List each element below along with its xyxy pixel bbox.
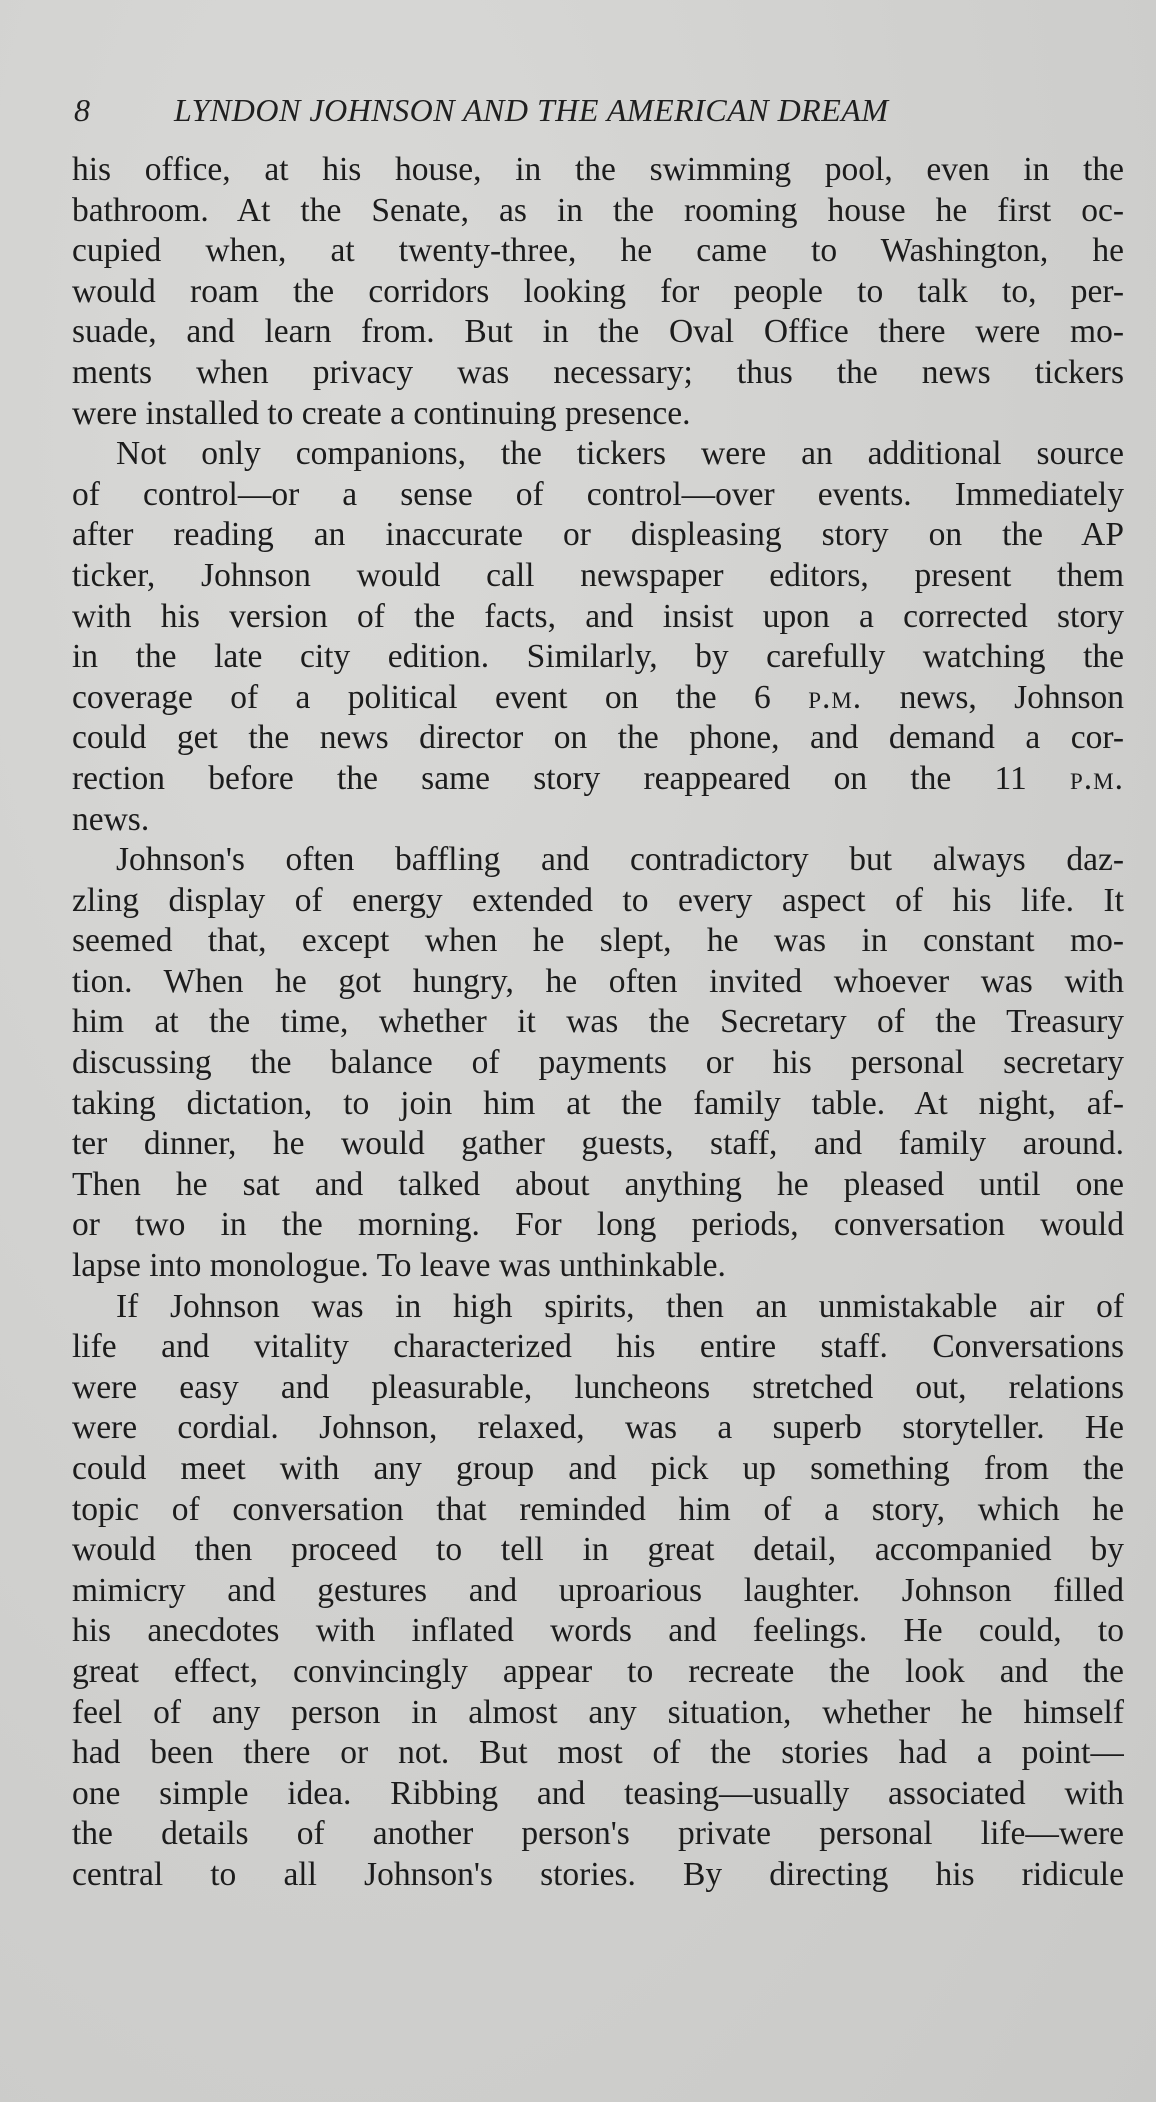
text-line: central to all Johnson's stories. By directing his ridicule <box>72 1855 1124 1893</box>
text-line: zling display of energy extended to every aspect of his life. It <box>72 881 1124 919</box>
paragraph <box>72 434 1124 840</box>
page-number: 8 <box>74 92 91 128</box>
text-line: were installed to create a continuing presence. <box>72 394 691 432</box>
text-line: would roam the corridors looking for people to talk to, per- <box>72 272 1124 310</box>
text-line: one simple idea. Ribbing and teasing—usually associated with <box>72 1774 1124 1812</box>
running-title: LYNDON JOHNSON AND THE AMERICAN DREAM <box>174 92 889 128</box>
text-line: suade, and learn from. But in the Oval Office there were mo- <box>72 313 1124 351</box>
text-line: were easy and pleasurable, luncheons stretched out, relations <box>72 1368 1124 1406</box>
text-line: mimicry and gestures and uproarious laughter. Johnson filled <box>72 1571 1124 1609</box>
paragraph <box>72 150 1124 434</box>
text-line: the details of another person's private personal life—were <box>72 1815 1124 1853</box>
paragraph <box>72 1287 1124 1896</box>
body-text <box>72 150 1124 1896</box>
paragraph <box>72 840 1124 1287</box>
text-line: bathroom. At the Senate, as in the rooming house he first oc- <box>72 191 1124 229</box>
text-line: ter dinner, he would gather guests, staff, and family around. <box>72 1125 1124 1163</box>
text-line: Not only companions, the tickers were an additional source <box>116 435 1124 473</box>
text-line: life and vitality characterized his entire staff. Conversations <box>72 1328 1124 1366</box>
text-line: discussing the balance of payments or his personal secretary <box>72 1044 1124 1082</box>
text-line: with his version of the facts, and insist upon a corrected story <box>72 597 1124 635</box>
text-line: topic of conversation that reminded him of a story, which he <box>72 1490 1124 1528</box>
text-line: would then proceed to tell in great detail, accompanied by <box>72 1531 1124 1569</box>
text-line: Then he sat and talked about anything he pleased until one <box>72 1165 1124 1203</box>
text-line: ticker, Johnson would call newspaper editors, present them <box>72 556 1124 594</box>
text-line: If Johnson was in high spirits, then an unmistakable air of <box>116 1287 1124 1325</box>
text-line: or two in the morning. For long periods, conversation would <box>72 1206 1124 1244</box>
text-line: his office, at his house, in the swimming pool, even in the <box>72 151 1124 188</box>
time-abbrev: p.m. <box>1070 759 1124 797</box>
text-line: him at the time, whether it was the Secretary of the Treasury <box>72 1003 1124 1041</box>
text-line: seemed that, except when he slept, he was in constant mo- <box>72 922 1124 960</box>
text-line: of control—or a sense of control—over events. Immediately <box>72 475 1124 513</box>
text-line: in the late city edition. Similarly, by carefully watching the <box>72 638 1124 676</box>
text-line: could meet with any group and pick up something from the <box>72 1450 1124 1487</box>
text-line: had been there or not. But most of the stories had a point— <box>72 1734 1124 1772</box>
text-line: could get the news director on the phone, and demand a cor- <box>72 719 1124 757</box>
text-line: Johnson's often baffling and contradictory but always daz- <box>116 841 1124 879</box>
text-line: coverage of a political event on the 6 p.m. news, Johnson <box>72 678 1124 716</box>
text-line: news. <box>72 800 150 838</box>
text-line: great effect, convincingly appear to recreate the look and the <box>72 1652 1124 1690</box>
text-line: tion. When he got hungry, he often invited whoever was with <box>72 962 1124 1000</box>
text-line: taking dictation, to join him at the family table. At night, af- <box>72 1084 1124 1122</box>
text-line: lapse into monologue. To leave was unthinkable. <box>72 1247 726 1285</box>
text-line: were cordial. Johnson, relaxed, was a superb storyteller. He <box>72 1409 1124 1447</box>
text-line: feel of any person in almost any situation, whether he himself <box>72 1693 1124 1731</box>
text-line: after reading an inaccurate or displeasing story on the AP <box>72 516 1124 554</box>
running-header <box>74 92 1124 136</box>
text-line: cupied when, at twenty-three, he came to Washington, he <box>72 232 1124 270</box>
text-line: rection before the same story reappeared on the 11 p.m. <box>72 759 1124 797</box>
time-abbrev: p.m. <box>808 678 863 716</box>
text-line: ments when privacy was necessary; thus the news tickers <box>72 353 1124 391</box>
text-line: his anecdotes with inflated words and feelings. He could, to <box>72 1612 1124 1650</box>
